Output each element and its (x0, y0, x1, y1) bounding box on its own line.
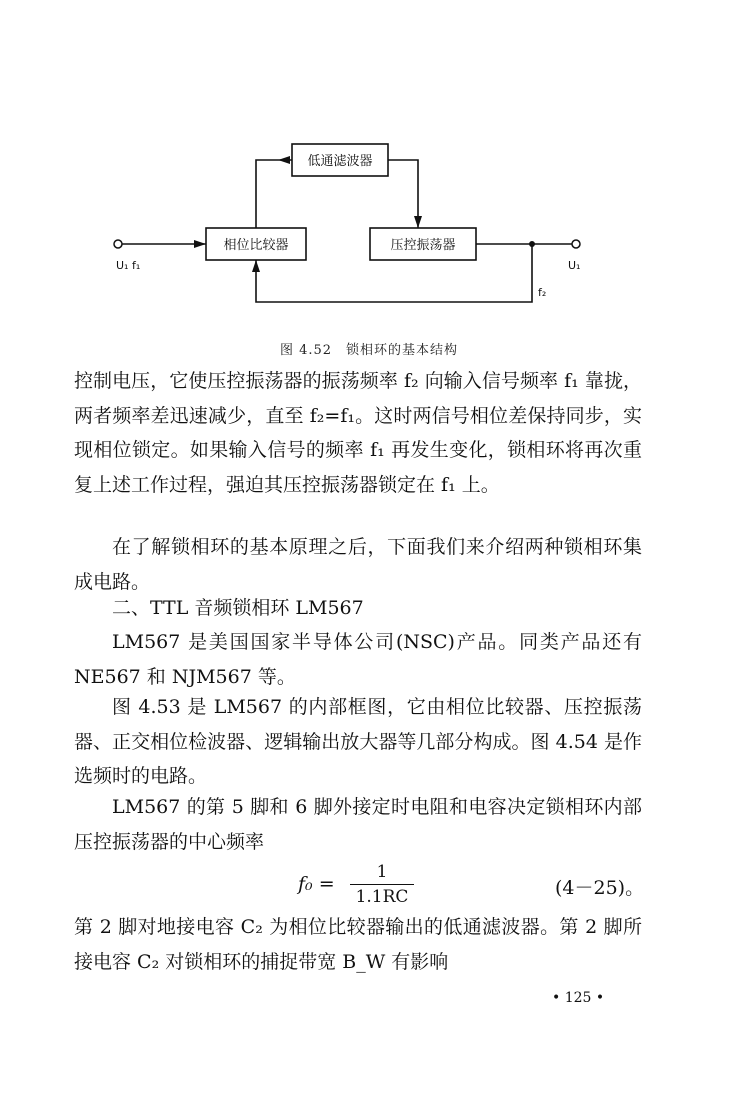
paragraph-intro: 在了解锁相环的基本原理之后，下面我们来介绍两种锁相环集成电路。 (74, 536, 642, 593)
lpf-label: 低通滤波器 (307, 154, 373, 169)
paragraph-block-diagram: 图 4.53 是 LM567 的内部框图，它由相位比较器、压控振荡器、正交相位检波器、逻辑输出放大器等几部分构成。图 4.54 是作选频时的电路。 (74, 696, 642, 787)
formula-lhs: f₀ = (298, 873, 335, 895)
equation-number: (4－25)。 (555, 877, 645, 899)
output-terminal (572, 240, 580, 248)
pd-label: 相位比较器 (223, 238, 289, 253)
formula-numerator: 1 (376, 862, 388, 882)
feedback-signal-label: f₂ (538, 286, 547, 299)
fraction-bar (350, 884, 414, 885)
figure-caption: 图 4.52 锁相环的基本结构 (279, 343, 459, 358)
formula-fraction (350, 862, 414, 907)
input-signal-label: U₁ f₁ (116, 259, 141, 272)
formula-denominator: 1.1RC (355, 887, 409, 907)
paragraph-center-frequency: LM567 的第 5 脚和 6 脚外接定时电阻和电容决定锁相环内部压控振荡器的中心频率 (74, 796, 642, 853)
pll-block-diagram (100, 130, 620, 310)
paragraph-lm567: LM567 是美国国家半导体公司(NSC)产品。同类产品还有 NE567 和 NJM567 等。 (74, 631, 642, 688)
paragraph-capacitor: 第 2 脚对地接电容 C₂ 为相位比较器输出的低通滤波器。第 2 脚所接电容 C₂ 对锁相环的捕捉带宽 B_W 有影响 (74, 916, 642, 973)
input-terminal (114, 240, 122, 248)
paragraph-continuation: 控制电压，它使压控振荡器的振荡频率 f₂ 向输入信号频率 f₁ 靠拢，两者频率差迅速减少，直至 f₂=f₁。这时两信号相位差保持同步，实现相位锁定。如果输入信号的频率 f₁ 再发生变化，锁相环将再次重复上述工作过程，强迫其压控振荡器锁定在 f₁ 上。 (74, 370, 642, 496)
pll-diagram-svg (100, 130, 620, 310)
page-number: • 125 • (552, 990, 605, 1006)
section-heading: 二、TTL 音频锁相环 LM567 (112, 597, 364, 619)
vco-label: 压控振荡器 (390, 238, 456, 253)
output-signal-label: U₁ (568, 259, 581, 272)
center-frequency-formula (0, 862, 738, 910)
